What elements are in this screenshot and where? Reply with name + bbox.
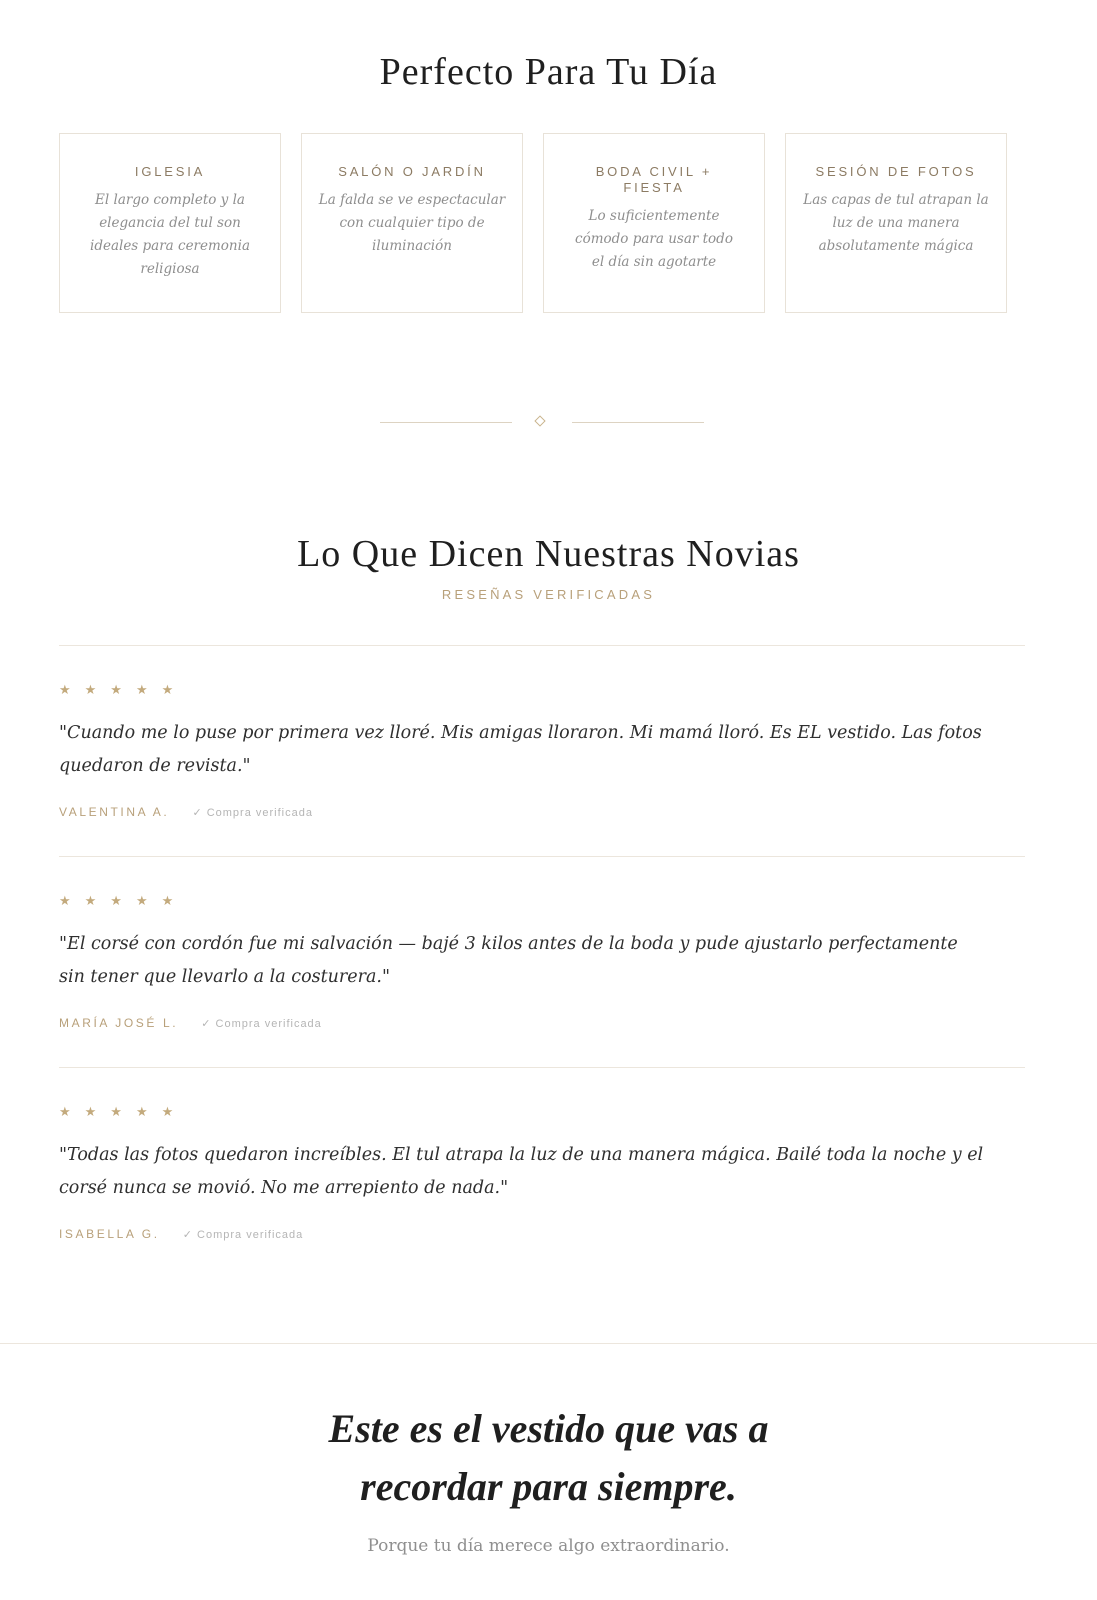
star-rating-icon: ★★★★★ xyxy=(59,894,188,909)
review-text: "Todas las fotos quedaron increíbles. El tul atrapa la luz de una manera mágica. Bailé toda la noche y el corsé nunca se movió. No me arrepiento de nada." xyxy=(59,1145,984,1198)
closing-headline xyxy=(0,1400,1097,1516)
occasion-card-iglesia xyxy=(59,133,281,313)
occasions-title: Perfecto Para Tu Día xyxy=(379,51,718,93)
closing-line-2: recordar para siempre. xyxy=(360,1464,737,1509)
review-text: "El corsé con cordón fue mi salvación — bajé 3 kilos antes de la boda y pude ajustarlo perfectamente sin tener que llevarlo a la costurera." xyxy=(59,934,958,987)
closing-line-1: Este es el vestido que vas a xyxy=(328,1406,769,1451)
occasion-cards xyxy=(59,133,1025,315)
occasion-card-desc: Las capas de tul atrapan la luz de una manera absolutamente mágica xyxy=(803,192,989,254)
review-separator xyxy=(59,645,1025,646)
review-item xyxy=(59,894,1025,1032)
reviews-subtitle: RESEÑAS VERIFICADAS xyxy=(441,587,656,602)
occasion-card-salon xyxy=(301,133,523,313)
occasion-card-desc: La falda se ve espectacular con cualquier tipo de iluminación xyxy=(318,192,506,254)
divider-line-left xyxy=(380,422,512,423)
occasion-card-fotos xyxy=(785,133,1007,313)
occasion-card-desc: Lo suficientemente cómodo para usar todo el día sin agotarte xyxy=(575,208,733,270)
occasion-card-civil xyxy=(543,133,765,313)
review-separator xyxy=(59,1067,1025,1068)
review-item xyxy=(59,683,1025,821)
occasion-card-title: SESIÓN DE FOTOS xyxy=(815,164,977,179)
review-meta xyxy=(59,1014,1025,1032)
section-separator xyxy=(0,1343,1097,1344)
verified-badge: ✓ Compra verificada xyxy=(192,807,313,819)
reviews-title: Lo Que Dicen Nuestras Novias xyxy=(297,533,800,575)
diamond-icon xyxy=(534,415,545,426)
verified-badge: ✓ Compra verificada xyxy=(201,1018,322,1030)
review-meta xyxy=(59,803,1025,821)
occasion-card-title: SALÓN O JARDÍN xyxy=(338,164,486,179)
occasion-card-title: BODA CIVIL + FIESTA xyxy=(595,164,713,195)
review-author: MARÍA JOSÉ L. xyxy=(59,1016,179,1030)
review-text: "Cuando me lo puse por primera vez lloré. Mis amigas lloraron. Mi mamá lloró. Es EL vestido. Las fotos quedaron de revista." xyxy=(59,723,982,776)
star-rating-icon: ★★★★★ xyxy=(59,1105,188,1120)
review-item xyxy=(59,1105,1025,1243)
occasion-card-desc: El largo completo y la elegancia del tul son ideales para ceremonia religiosa xyxy=(90,192,250,277)
ornament-divider xyxy=(0,413,1097,433)
star-rating-icon: ★★★★★ xyxy=(59,683,188,698)
verified-badge: ✓ Compra verificada xyxy=(182,1229,304,1241)
occasion-card-title: IGLESIA xyxy=(134,164,206,179)
review-author: VALENTINA A. xyxy=(59,805,170,819)
divider-line-right xyxy=(572,422,704,423)
review-author: ISABELLA G. xyxy=(59,1227,160,1241)
review-meta xyxy=(59,1225,1025,1243)
closing-subtitle: Porque tu día merece algo extraordinario. xyxy=(367,1536,730,1556)
review-separator xyxy=(59,856,1025,857)
